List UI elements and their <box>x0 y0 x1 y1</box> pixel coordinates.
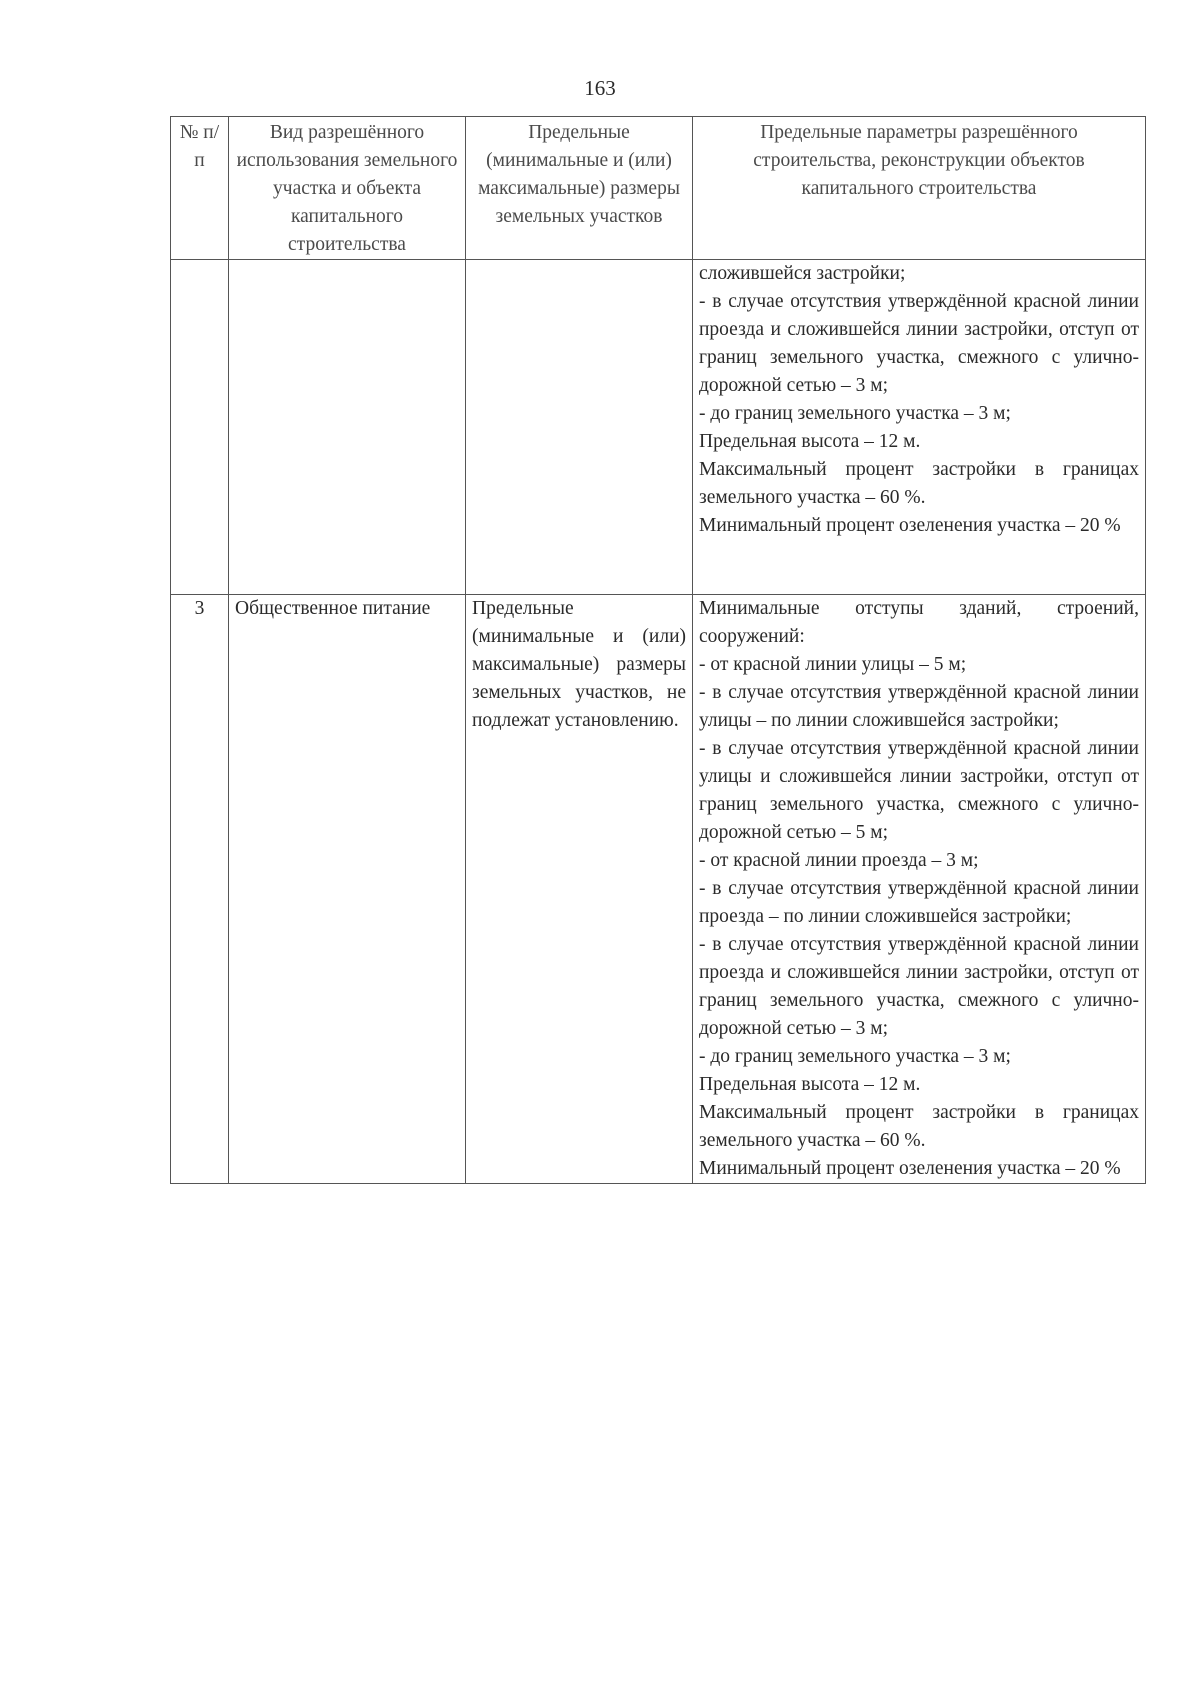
cell-build-params <box>693 260 1146 595</box>
cell-use-type: Общественное питание <box>229 595 466 1184</box>
cell-number: 3 <box>171 595 229 1184</box>
param-line: Максимальный процент застройки в границах земельного участка – 60 %. <box>699 459 1139 508</box>
header-build-params: Предельные параметры разрешённого строительства, реконструкции объектов капитального строительства <box>693 117 1146 260</box>
param-line: - в случае отсутствия утверждённой красной линии улицы и сложившейся линии застройки, отступ от границ земельного участка, смежного с улично-дорожной сетью – 5 м; <box>699 738 1139 843</box>
cell-use-type <box>229 260 466 595</box>
parameters-table <box>170 116 1146 1184</box>
param-line: - в случае отсутствия утверждённой красной линии проезда – по линии сложившейся застройки; <box>699 878 1139 927</box>
param-line: - от красной линии проезда – 3 м; <box>699 850 979 871</box>
table-row-continuation <box>171 260 1146 595</box>
cell-build-params <box>693 595 1146 1184</box>
param-line: - до границ земельного участка – 3 м; <box>699 403 1011 424</box>
header-plot-sizes: Предельные (минимальные и (или) максимальные) размеры земельных участков <box>466 117 693 260</box>
param-line: Минимальные отступы зданий, строений, сооружений: <box>699 598 1139 647</box>
cell-plot-sizes: Предельные (минимальные и (или) максимальные) размеры земельных участков, не подлежат установлению. <box>466 595 693 1184</box>
param-line: - в случае отсутствия утверждённой красной линии проезда и сложившейся линии застройки, отступ от границ земельного участка, смежного с улично-дорожной сетью – 3 м; <box>699 291 1139 396</box>
table-row-3 <box>171 595 1146 1184</box>
cell-number <box>171 260 229 595</box>
param-line: - до границ земельного участка – 3 м; <box>699 1046 1011 1067</box>
param-line: Предельная высота – 12 м. <box>699 1074 921 1095</box>
param-line: - в случае отсутствия утверждённой красной линии улицы – по линии сложившейся застройки; <box>699 682 1139 731</box>
param-line: - в случае отсутствия утверждённой красной линии проезда и сложившейся линии застройки, отступ от границ земельного участка, смежного с улично-дорожной сетью – 3 м; <box>699 934 1139 1039</box>
param-line: Предельная высота – 12 м. <box>699 431 921 452</box>
page-number: 163 <box>584 76 616 100</box>
table-header-row <box>171 117 1146 260</box>
param-line: Минимальный процент озеленения участка – 20 % <box>699 515 1121 536</box>
param-line: Минимальный процент озеленения участка – 20 % <box>699 1158 1121 1179</box>
header-number: № п/п <box>171 117 229 260</box>
cell-plot-sizes <box>466 260 693 595</box>
header-use-type: Вид разрешённого использования земельного участка и объекта капитального строительства <box>229 117 466 260</box>
param-line: Максимальный процент застройки в границах земельного участка – 60 %. <box>699 1102 1139 1151</box>
param-line: - от красной линии улицы – 5 м; <box>699 654 967 675</box>
param-line: сложившейся застройки; <box>699 263 906 284</box>
